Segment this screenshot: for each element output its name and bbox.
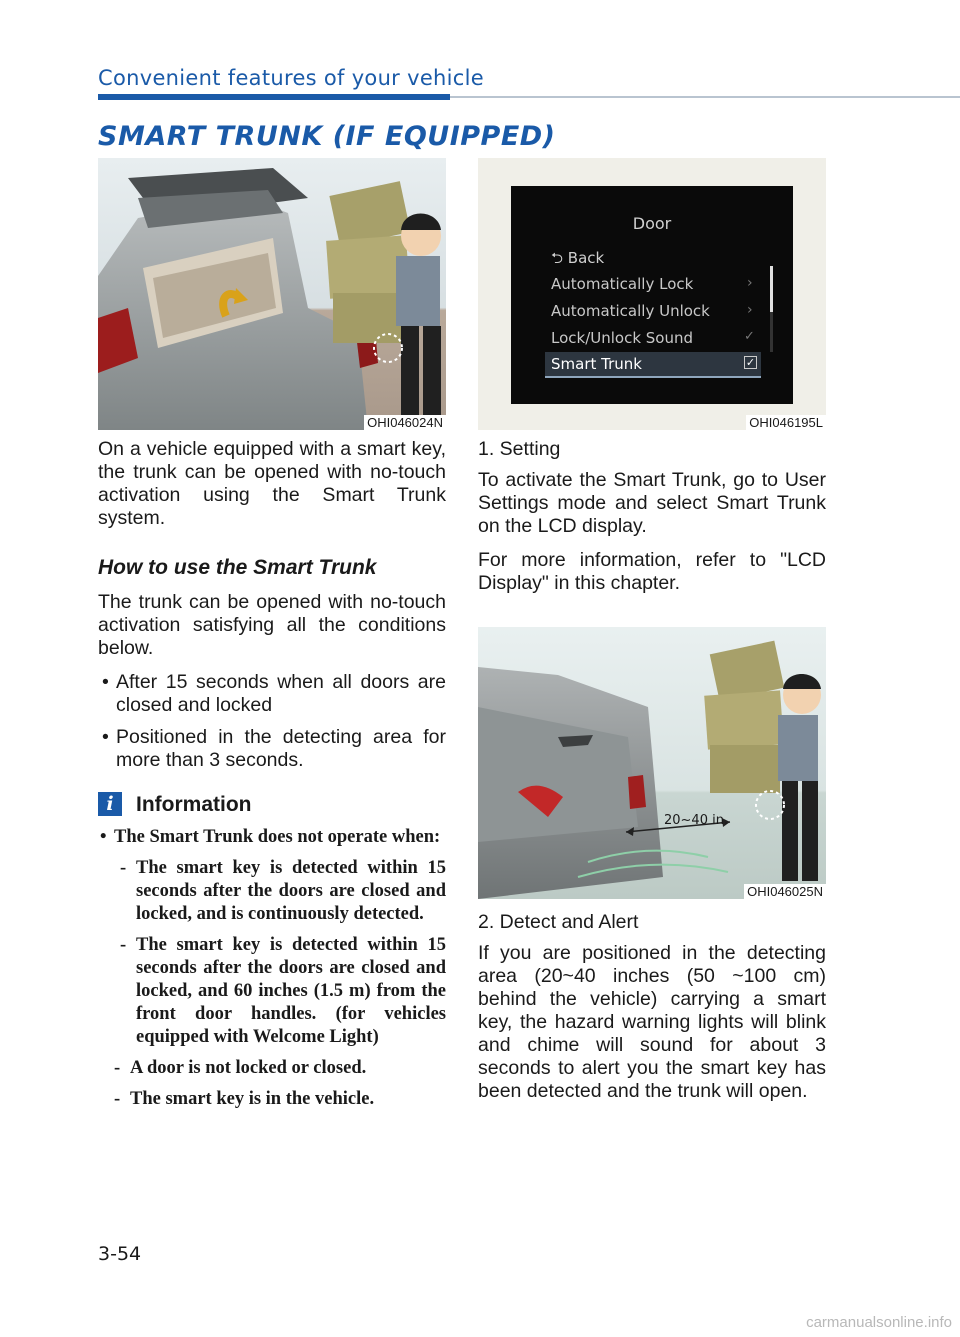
right-column xyxy=(478,438,826,606)
step2-paragraph: If you are positioned in the detecting area (20~40 inches (50 ~100 cm) behind the vehicle) carrying a smart key, the hazard warning lights will blink and chime will sound for about 3 seconds to alert you the smart key has been detected and the trunk will open. xyxy=(478,942,826,1102)
header-rule xyxy=(450,96,960,98)
conditions-intro: The trunk can be opened with no-touch activation satisfying all the conditions below. xyxy=(98,591,446,659)
lcd-item-lock-sound: Lock/Unlock Sound xyxy=(551,329,694,347)
right-column-lower xyxy=(478,911,826,1114)
figure-detect-area xyxy=(478,627,826,899)
lcd-item-auto-lock: Automatically Lock xyxy=(551,275,694,293)
conditions-list xyxy=(98,671,446,772)
subheading: How to use the Smart Trunk xyxy=(98,556,377,579)
watermark: carmanualsonline.info xyxy=(806,1314,952,1331)
figure-lcd-display xyxy=(478,158,826,430)
figure-label: OHI046024N xyxy=(364,415,446,430)
lcd-screen xyxy=(511,186,793,404)
intro-paragraph: On a vehicle equipped with a smart key, the trunk can be opened with no-touch activation using the Smart Trunk system. xyxy=(98,438,446,529)
figure-label: OHI046195L xyxy=(746,415,826,430)
figure-label: OHI046025N xyxy=(744,884,826,899)
detect-illustration xyxy=(478,627,826,899)
lcd-back-item: ⮌ Back xyxy=(551,249,605,267)
trunk-illustration xyxy=(98,158,446,430)
left-column xyxy=(98,438,446,1119)
chevron-right-icon: › xyxy=(747,302,753,318)
info-item: - The smart key is detected within 15 seconds after the doors are closed and locked, and is continuously detected. xyxy=(98,857,446,926)
check-icon: ✓ xyxy=(744,329,755,344)
lcd-item-smart-trunk: Smart Trunk xyxy=(545,352,761,378)
chevron-right-icon: › xyxy=(747,275,753,291)
step1-paragraph: To activate the Smart Trunk, go to User Settings mode and select Smart Trunk on the LCD display. xyxy=(478,469,826,537)
header-bar xyxy=(98,94,450,100)
running-header: Convenient features of your vehicle xyxy=(98,66,484,90)
step1-reference: For more information, refer to "LCD Display" in this chapter. xyxy=(478,549,826,594)
lcd-scroll-track xyxy=(770,312,773,352)
information-title: Information xyxy=(136,792,252,816)
lcd-scrollbar xyxy=(770,266,773,312)
lcd-item-auto-unlock: Automatically Unlock xyxy=(551,302,710,320)
list-item: • Positioned in the detecting area for more than 3 seconds. xyxy=(98,726,446,772)
back-arrow-icon: ⮌ xyxy=(551,249,568,267)
information-body xyxy=(98,826,446,1111)
page-number: 3-54 xyxy=(98,1243,142,1265)
list-item: • After 15 seconds when all doors are closed and locked xyxy=(98,671,446,717)
lcd-title: Door xyxy=(632,214,672,233)
checkbox-checked-icon: ✓ xyxy=(745,356,756,369)
info-item: - The smart key is in the vehicle. xyxy=(98,1088,446,1111)
distance-label: 20~40 in. xyxy=(664,813,729,828)
information-heading xyxy=(98,792,446,816)
info-lead: • The Smart Trunk does not operate when: xyxy=(98,826,446,849)
step1-title: 1. Setting xyxy=(478,438,561,460)
section-title: SMART TRUNK (IF EQUIPPED) xyxy=(98,121,556,152)
figure-open-trunk xyxy=(98,158,446,430)
info-icon: i xyxy=(98,792,122,816)
step2-title: 2. Detect and Alert xyxy=(478,911,639,933)
info-item: - A door is not locked or closed. xyxy=(98,1057,446,1080)
info-item: - The smart key is detected within 15 seconds after the doors are closed and locked, and 60 inches (1.5 m) from the front door handles. (for vehicles equipped with Welcome Light) xyxy=(98,934,446,1049)
